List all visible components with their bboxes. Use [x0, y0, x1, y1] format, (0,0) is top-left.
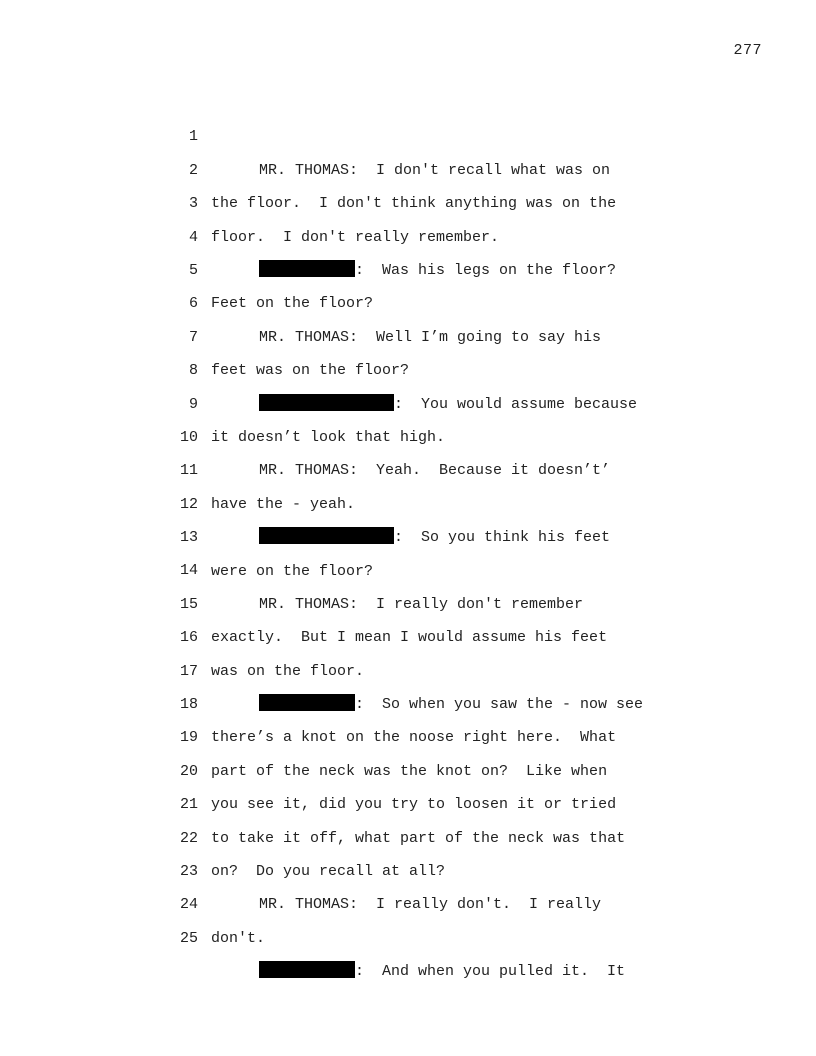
- transcript-line: [0, 87, 816, 179]
- line-number: 10: [179, 428, 198, 446]
- line-text: : And when you pulled it. It: [355, 963, 626, 981]
- line-number: 19: [179, 729, 198, 747]
- line-number: 12: [179, 495, 198, 513]
- line-text: : You would assume because: [394, 395, 638, 413]
- line-text: it doesn’t look that high.: [211, 428, 446, 446]
- line-text: don't.: [211, 929, 266, 947]
- line-number: 22: [179, 829, 198, 847]
- line-text: feet was on the floor?: [211, 362, 410, 380]
- line-text: Feet on the floor?: [211, 295, 374, 313]
- line-text: exactly. But I mean I would assume his feet: [211, 629, 608, 647]
- line-number: 21: [179, 796, 198, 814]
- line-text: MR. THOMAS: I really don't. I really: [259, 896, 602, 914]
- line-text: : Was his legs on the floor?: [355, 261, 617, 279]
- line-text-redacted: [259, 955, 625, 988]
- line-number: 1: [188, 128, 198, 146]
- line-text: : So you think his feet: [394, 529, 611, 547]
- line-text: you see it, did you try to loosen it or tried: [211, 796, 617, 814]
- line-number: 23: [179, 863, 198, 880]
- line-number: 24: [179, 896, 198, 914]
- line-number: 18: [179, 696, 198, 714]
- line-number: 11: [179, 462, 198, 480]
- line-text: was on the floor.: [211, 662, 365, 680]
- line-text: to take it off, what part of the neck was that: [211, 829, 626, 847]
- line-number: 20: [179, 762, 198, 780]
- line-number: 4: [188, 228, 198, 246]
- page-number: 277: [733, 42, 762, 59]
- line-number: 14: [179, 562, 198, 580]
- line-text: MR. THOMAS: I don't recall what was on: [259, 161, 611, 179]
- line-text: have the - yeah.: [211, 495, 356, 513]
- line-number: 7: [188, 328, 198, 346]
- line-number: 15: [179, 595, 198, 613]
- line-number: 9: [188, 395, 198, 413]
- line-number: 13: [179, 529, 198, 547]
- line-number: 2: [188, 161, 198, 179]
- line-text: part of the neck was the knot on? Like when: [211, 762, 608, 780]
- line-text: floor. I don't really remember.: [211, 228, 500, 246]
- line-number: 25: [179, 929, 198, 947]
- line-text: : So when you saw the - now see: [355, 696, 644, 714]
- transcript-body: [0, 87, 816, 981]
- line-text: there’s a knot on the noose right here. What: [211, 729, 617, 747]
- redaction-bar: [259, 961, 355, 978]
- line-number: 6: [188, 295, 198, 313]
- line-number: 3: [188, 195, 198, 213]
- line-number: 17: [179, 662, 198, 680]
- line-text: MR. THOMAS: Well I’m going to say his: [259, 328, 602, 346]
- line-number: 5: [188, 261, 198, 279]
- line-text: MR. THOMAS: I really don't remember: [259, 595, 584, 613]
- line-number: 16: [179, 629, 198, 647]
- line-number: 8: [188, 362, 198, 380]
- line-text: the floor. I don't think anything was on the: [211, 195, 617, 213]
- line-text: on? Do you recall at all?: [211, 863, 446, 881]
- line-text: MR. THOMAS: Yeah. Because it doesn’t’: [259, 462, 611, 480]
- line-text: were on the floor?: [211, 562, 374, 580]
